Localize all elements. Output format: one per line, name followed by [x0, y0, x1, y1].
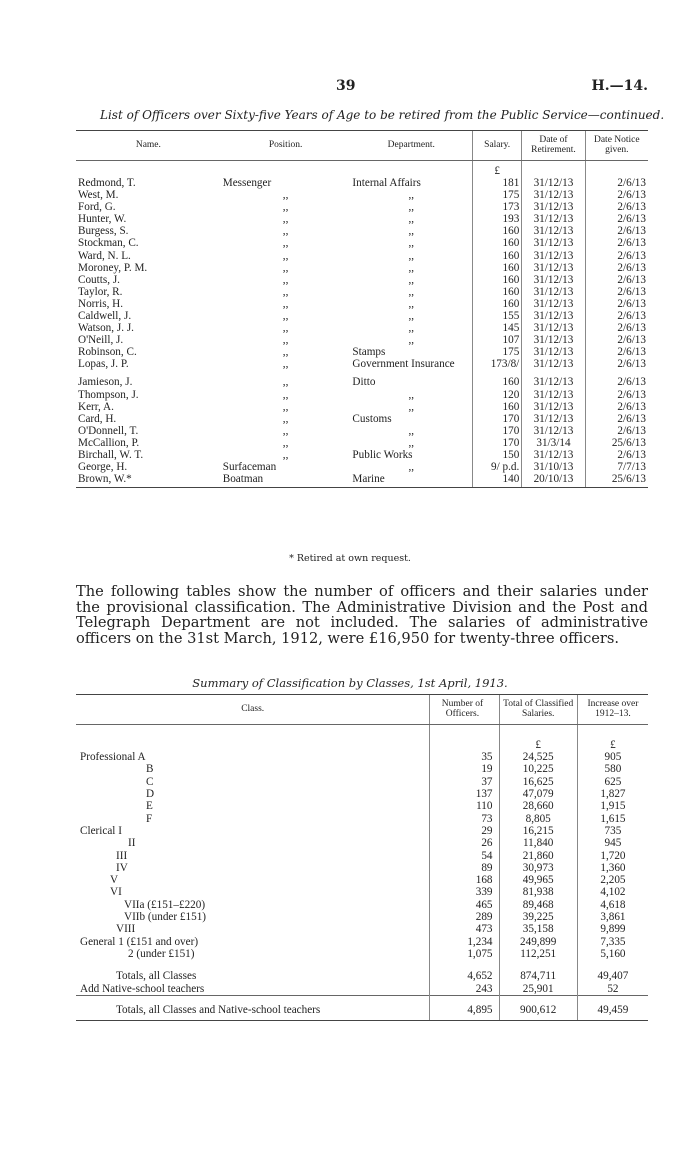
officer-name: O'Neill, J. — [78, 334, 124, 347]
officer-position: ,, — [282, 285, 289, 298]
officer-department: ,, — [408, 297, 415, 310]
officer-count: 26 — [430, 837, 499, 849]
officer-salary: 160 — [473, 262, 522, 274]
officer-name: West, M. — [78, 189, 119, 202]
salary-increase: 2,205 — [577, 874, 648, 886]
officer-department: Internal Affairs — [352, 176, 421, 189]
officer-salary: 173 — [473, 201, 522, 213]
officer-notice-date: 2/6/13 — [585, 286, 648, 298]
class-label: Totals, all Classes — [116, 970, 197, 983]
officer-retirement-date: 31/12/13 — [522, 189, 585, 201]
officer-name: Burgess, S. — [78, 225, 129, 238]
officer-position: ,, — [282, 412, 289, 425]
salary-increase: 1,615 — [577, 813, 648, 825]
table-row — [76, 310, 648, 322]
officer-name: Norris, H. — [78, 297, 124, 310]
class-label: VIII — [116, 923, 136, 936]
officer-retirement-date: 31/12/13 — [522, 177, 585, 189]
salary-total: 16,625 — [499, 776, 577, 788]
officer-notice-date: 2/6/13 — [585, 425, 648, 437]
class-label: III — [116, 849, 128, 862]
officer-department: ,, — [408, 436, 415, 449]
officer-department: ,, — [408, 225, 415, 238]
officer-salary: 160 — [473, 401, 522, 413]
salary-total: 8,805 — [499, 813, 577, 825]
officer-name: Lopas, J. P. — [78, 358, 129, 371]
table-row — [76, 960, 648, 982]
class-label: C — [146, 775, 154, 788]
table-row — [76, 449, 648, 461]
table-row — [76, 370, 648, 388]
table-row — [76, 425, 648, 437]
table-row — [76, 189, 648, 201]
officer-notice-date: 2/6/13 — [585, 389, 648, 401]
officer-notice-date: 2/6/13 — [585, 413, 648, 425]
table-row — [76, 225, 648, 237]
body-paragraph: The following tables show the number of officers and their salaries under the provisional classification. The Administrative Division and the Post and Telegraph Department are not included. The salaries of administrative officers on the 31st March, 1912, were £16,950 for twenty-three officers. — [76, 583, 648, 647]
officer-retirement-date: 31/12/13 — [522, 250, 585, 262]
officer-position: ,, — [282, 436, 289, 449]
table-row — [76, 862, 648, 874]
table-row — [76, 322, 648, 334]
officer-retirement-date: 31/12/13 — [522, 310, 585, 322]
officer-department: ,, — [408, 273, 415, 286]
officer-position: ,, — [282, 310, 289, 322]
officer-retirement-date: 20/10/13 — [522, 473, 585, 488]
officer-salary: 160 — [473, 298, 522, 310]
officer-notice-date: 2/6/13 — [585, 449, 648, 461]
increase-unit: £ — [577, 724, 648, 751]
header-total: Total of Classified Salaries. — [499, 695, 577, 725]
class-label: VI — [110, 886, 122, 899]
officer-name: Ford, G. — [78, 201, 116, 214]
salary-total: 11,840 — [499, 837, 577, 849]
salary-increase: 49,459 — [577, 995, 648, 1020]
table-row — [76, 776, 648, 788]
table-row — [76, 177, 648, 189]
class-label: 2 (under £151) — [128, 947, 195, 960]
officer-salary: 160 — [473, 237, 522, 249]
officer-position: ,, — [282, 273, 289, 286]
officer-retirement-date: 31/12/13 — [522, 346, 585, 358]
officer-salary: 160 — [473, 225, 522, 237]
officer-name: George, H. — [78, 461, 128, 474]
table-row — [76, 389, 648, 401]
officer-department: ,, — [408, 310, 415, 322]
salary-total: 81,938 — [499, 886, 577, 898]
officer-notice-date: 25/6/13 — [585, 437, 648, 449]
salary-increase: 945 — [577, 837, 648, 849]
class-label: II — [128, 837, 136, 850]
officer-name: Kerr, A. — [78, 400, 114, 413]
class-label: D — [146, 788, 155, 801]
table-row — [76, 983, 648, 996]
salary-increase: 905 — [577, 751, 648, 763]
salary-total: 10,225 — [499, 763, 577, 775]
officer-retirement-date: 31/12/13 — [522, 213, 585, 225]
table-row — [76, 751, 648, 763]
table-row — [76, 213, 648, 225]
officer-retirement-date: 31/12/13 — [522, 413, 585, 425]
salary-total: 25,901 — [499, 983, 577, 996]
class-label: IV — [116, 861, 128, 874]
officer-count: 465 — [430, 899, 499, 911]
officer-retirement-date: 31/12/13 — [522, 286, 585, 298]
table-row — [76, 923, 648, 935]
officer-department: ,, — [408, 237, 415, 250]
officer-notice-date: 2/6/13 — [585, 401, 648, 413]
officer-salary: 160 — [473, 370, 522, 388]
officer-department: Stamps — [352, 346, 386, 359]
officer-notice-date: 2/6/13 — [585, 262, 648, 274]
salary-total: 28,660 — [499, 800, 577, 812]
officer-retirement-date: 31/12/13 — [522, 358, 585, 370]
class-label: Clerical I — [80, 824, 122, 837]
table-row — [76, 948, 648, 960]
officer-name: Hunter, W. — [78, 213, 127, 226]
table-row — [76, 886, 648, 898]
officer-retirement-date: 31/12/13 — [522, 370, 585, 388]
summary-table-body — [76, 724, 648, 1020]
header-increase: Increase over 1912–13. — [577, 695, 648, 725]
officer-notice-date: 2/6/13 — [585, 322, 648, 334]
officer-salary: 120 — [473, 389, 522, 401]
table-row — [76, 813, 648, 825]
salary-increase: 1,915 — [577, 800, 648, 812]
officer-retirement-date: 31/12/13 — [522, 274, 585, 286]
table-row — [76, 837, 648, 849]
officer-salary: 170 — [473, 413, 522, 425]
officer-salary: 160 — [473, 274, 522, 286]
salary-increase: 625 — [577, 776, 648, 788]
officer-department: ,, — [408, 249, 415, 262]
officer-retirement-date: 31/12/13 — [522, 262, 585, 274]
table-row — [76, 334, 648, 346]
officer-name: Birchall, W. T. — [78, 449, 144, 462]
table-row — [76, 936, 648, 948]
officer-position: ,, — [282, 201, 289, 214]
salary-total: 16,215 — [499, 825, 577, 837]
officer-count: 89 — [430, 862, 499, 874]
officer-department: ,, — [408, 213, 415, 226]
officer-retirement-date: 31/12/13 — [522, 225, 585, 237]
table-row — [76, 298, 648, 310]
officer-salary: 107 — [473, 334, 522, 346]
officer-salary: 160 — [473, 250, 522, 262]
officer-salary: 9/ p.d. — [473, 461, 522, 473]
officer-department: ,, — [408, 285, 415, 298]
salary-total: 35,158 — [499, 923, 577, 935]
officer-position: ,, — [282, 225, 289, 238]
footnote: * Retired at own request. — [289, 553, 411, 564]
officer-count: 29 — [430, 825, 499, 837]
table-row — [76, 437, 648, 449]
table-row — [76, 911, 648, 923]
class-label: VIIb (under £151) — [124, 911, 207, 924]
officer-notice-date: 2/6/13 — [585, 189, 648, 201]
officer-department: ,, — [408, 189, 415, 202]
officers-table-body — [76, 160, 648, 487]
officer-retirement-date: 31/12/13 — [522, 401, 585, 413]
class-label: VIIa (£151–£220) — [124, 898, 206, 911]
table-row — [76, 286, 648, 298]
officer-notice-date: 2/6/13 — [585, 298, 648, 310]
officer-retirement-date: 31/12/13 — [522, 425, 585, 437]
officer-department: ,, — [408, 201, 415, 214]
officer-position: ,, — [282, 237, 289, 250]
officer-salary: 173/8/ — [473, 358, 522, 370]
officer-position: ,, — [282, 376, 289, 389]
officer-notice-date: 2/6/13 — [585, 358, 648, 370]
officer-count: 168 — [430, 874, 499, 886]
officer-name: Stockman, C. — [78, 237, 139, 250]
salary-increase: 1,827 — [577, 788, 648, 800]
salary-total: 249,899 — [499, 936, 577, 948]
salary-total: 21,860 — [499, 850, 577, 862]
officers-table — [76, 130, 648, 488]
officer-retirement-date: 31/3/14 — [522, 437, 585, 449]
officer-name: Caldwell, J. — [78, 310, 132, 322]
officer-department: Marine — [350, 473, 472, 488]
salary-increase: 4,618 — [577, 899, 648, 911]
officer-count: 137 — [430, 788, 499, 800]
salary-increase: 1,360 — [577, 862, 648, 874]
officer-position: ,, — [282, 346, 289, 359]
officer-notice-date: 2/6/13 — [585, 346, 648, 358]
table-row — [76, 358, 648, 370]
header-department: Department. — [350, 131, 472, 161]
officer-position: Messenger — [222, 176, 272, 189]
salary-total: 89,468 — [499, 899, 577, 911]
table-row — [76, 825, 648, 837]
officer-salary: 150 — [473, 449, 522, 461]
class-label: E — [146, 800, 153, 813]
officer-name: Brown, W.* — [76, 473, 221, 488]
officer-count: 1,075 — [430, 948, 499, 960]
table-row — [76, 237, 648, 249]
officers-table-title: List of Officers over Sixty-five Years of Age to be retired from the Public Service—continued. — [100, 108, 665, 122]
salary-increase: 4,102 — [577, 886, 648, 898]
officer-count: 110 — [430, 800, 499, 812]
officer-count: 73 — [430, 813, 499, 825]
officer-department: ,, — [408, 322, 415, 335]
officer-count: 243 — [430, 983, 499, 996]
table-row — [76, 262, 648, 274]
officer-position: ,, — [282, 334, 289, 347]
officer-count: 339 — [430, 886, 499, 898]
officer-salary: 193 — [473, 213, 522, 225]
table-row — [76, 800, 648, 812]
officer-notice-date: 2/6/13 — [585, 213, 648, 225]
salary-total: 874,711 — [499, 960, 577, 982]
summary-table-title: Summary of Classification by Classes, 1st April, 1913. — [192, 676, 508, 690]
total-unit: £ — [499, 724, 577, 751]
table-row — [76, 995, 648, 1020]
officer-retirement-date: 31/12/13 — [522, 389, 585, 401]
officer-name: Coutts, J. — [78, 273, 120, 286]
officer-department: ,, — [408, 424, 415, 437]
officer-position: Surfaceman — [222, 461, 277, 474]
header-position: Position. — [221, 131, 351, 161]
officer-notice-date: 2/6/13 — [585, 237, 648, 249]
class-label: Totals, all Classes and Native-school teachers — [76, 995, 430, 1020]
page-number: 39 — [336, 78, 356, 94]
salary-increase: 52 — [577, 983, 648, 996]
salary-total: 30,973 — [499, 862, 577, 874]
officer-retirement-date: 31/12/13 — [522, 334, 585, 346]
officer-count: 4,652 — [430, 960, 499, 982]
officer-name: Robinson, C. — [78, 346, 137, 359]
officer-count: 37 — [430, 776, 499, 788]
salary-increase: 5,160 — [577, 948, 648, 960]
officer-name: Jamieson, J. — [78, 376, 133, 389]
table-row — [76, 899, 648, 911]
class-label: General 1 (£151 and over) — [80, 935, 199, 948]
officer-department: Government Insurance — [352, 358, 455, 371]
officer-position: ,, — [282, 189, 289, 202]
officer-retirement-date: 31/12/13 — [522, 449, 585, 461]
table-row — [76, 763, 648, 775]
officer-position: ,, — [282, 213, 289, 226]
officer-name: O'Donnell, T. — [78, 424, 139, 437]
officer-notice-date: 2/6/13 — [585, 310, 648, 322]
officer-name: Moroney, P. M. — [78, 261, 148, 274]
class-label: B — [146, 763, 154, 776]
officer-department: Public Works — [352, 449, 413, 462]
officer-department: ,, — [408, 461, 415, 474]
officer-position: ,, — [282, 424, 289, 437]
table-row — [76, 201, 648, 213]
table-row — [76, 874, 648, 886]
officer-notice-date: 7/7/13 — [585, 461, 648, 473]
header-number: Number of Officers. — [430, 695, 499, 725]
officer-notice-date: 2/6/13 — [585, 370, 648, 388]
officer-salary: 170 — [473, 425, 522, 437]
table-row — [76, 788, 648, 800]
salary-total: 24,525 — [499, 751, 577, 763]
officer-position: ,, — [282, 297, 289, 310]
officer-notice-date: 2/6/13 — [585, 177, 648, 189]
salary-total: 112,251 — [499, 948, 577, 960]
officer-name: Taylor, R. — [78, 285, 123, 298]
officer-position: ,, — [282, 261, 289, 274]
header-salary: Salary. — [473, 131, 522, 161]
officer-count: 19 — [430, 763, 499, 775]
officer-count: 473 — [430, 923, 499, 935]
officer-salary: 175 — [473, 189, 522, 201]
class-label: V — [110, 874, 119, 887]
officer-department: ,, — [408, 400, 415, 413]
officer-notice-date: 25/6/13 — [585, 473, 648, 488]
officer-position: ,, — [282, 388, 289, 401]
salary-total: 900,612 — [499, 995, 577, 1020]
salary-increase: 7,335 — [577, 936, 648, 948]
officer-count: 1,234 — [430, 936, 499, 948]
document-code: H.—14. — [591, 78, 648, 94]
table-row — [76, 461, 648, 473]
table-row — [76, 346, 648, 358]
summary-table — [76, 694, 648, 1021]
officer-name: Card, H. — [78, 412, 117, 425]
header-class: Class. — [76, 695, 430, 725]
officer-name: Thompson, J. — [78, 388, 139, 401]
table-row — [76, 473, 648, 488]
header-name: Name. — [76, 131, 221, 161]
class-label: F — [146, 812, 153, 825]
officer-salary: 145 — [473, 322, 522, 334]
officer-notice-date: 2/6/13 — [585, 201, 648, 213]
table-row — [76, 274, 648, 286]
officer-position: ,, — [282, 358, 289, 371]
officer-count: 4,895 — [430, 995, 499, 1020]
officer-retirement-date: 31/12/13 — [522, 322, 585, 334]
officer-department: ,, — [408, 388, 415, 401]
table-row — [76, 850, 648, 862]
officer-name: Watson, J. J. — [78, 322, 134, 335]
salary-increase: 49,407 — [577, 960, 648, 982]
salary-unit: £ — [473, 160, 522, 177]
officer-position: ,, — [282, 400, 289, 413]
officer-position: ,, — [282, 449, 289, 462]
officer-count: 35 — [430, 751, 499, 763]
salary-increase: 735 — [577, 825, 648, 837]
officer-name: Ward, N. L. — [78, 249, 131, 262]
class-label: Professional A — [80, 751, 146, 764]
salary-increase: 3,861 — [577, 911, 648, 923]
salary-total: 39,225 — [499, 911, 577, 923]
table-row — [76, 401, 648, 413]
table-row — [76, 413, 648, 425]
officer-position: ,, — [282, 249, 289, 262]
officer-department: Customs — [352, 412, 392, 425]
officer-retirement-date: 31/12/13 — [522, 201, 585, 213]
officer-retirement-date: 31/10/13 — [522, 461, 585, 473]
officer-name: Redmond, T. — [78, 176, 136, 189]
officer-department: ,, — [408, 334, 415, 347]
officer-count: 289 — [430, 911, 499, 923]
officer-salary: 181 — [473, 177, 522, 189]
officer-salary: 170 — [473, 437, 522, 449]
officer-retirement-date: 31/12/13 — [522, 298, 585, 310]
salary-increase: 580 — [577, 763, 648, 775]
officer-position: ,, — [282, 322, 289, 335]
officer-notice-date: 2/6/13 — [585, 225, 648, 237]
salary-increase: 1,720 — [577, 850, 648, 862]
officer-position: Boatman — [221, 473, 351, 488]
officer-notice-date: 2/6/13 — [585, 274, 648, 286]
officer-department: ,, — [408, 261, 415, 274]
officer-salary: 155 — [473, 310, 522, 322]
salary-total: 47,079 — [499, 788, 577, 800]
officer-department: Ditto — [352, 376, 376, 389]
officer-name: McCallion, P. — [78, 436, 140, 449]
officer-salary: 140 — [473, 473, 522, 488]
table-row — [76, 250, 648, 262]
salary-total: 49,965 — [499, 874, 577, 886]
officer-retirement-date: 31/12/13 — [522, 237, 585, 249]
header-notice: Date Notice given. — [585, 131, 648, 161]
officer-salary: 160 — [473, 286, 522, 298]
officer-notice-date: 2/6/13 — [585, 334, 648, 346]
officer-notice-date: 2/6/13 — [585, 250, 648, 262]
officer-salary: 175 — [473, 346, 522, 358]
salary-increase: 9,899 — [577, 923, 648, 935]
class-label: Add Native-school teachers — [80, 982, 205, 995]
header-retirement: Date of Retirement. — [522, 131, 585, 161]
officer-count: 54 — [430, 850, 499, 862]
